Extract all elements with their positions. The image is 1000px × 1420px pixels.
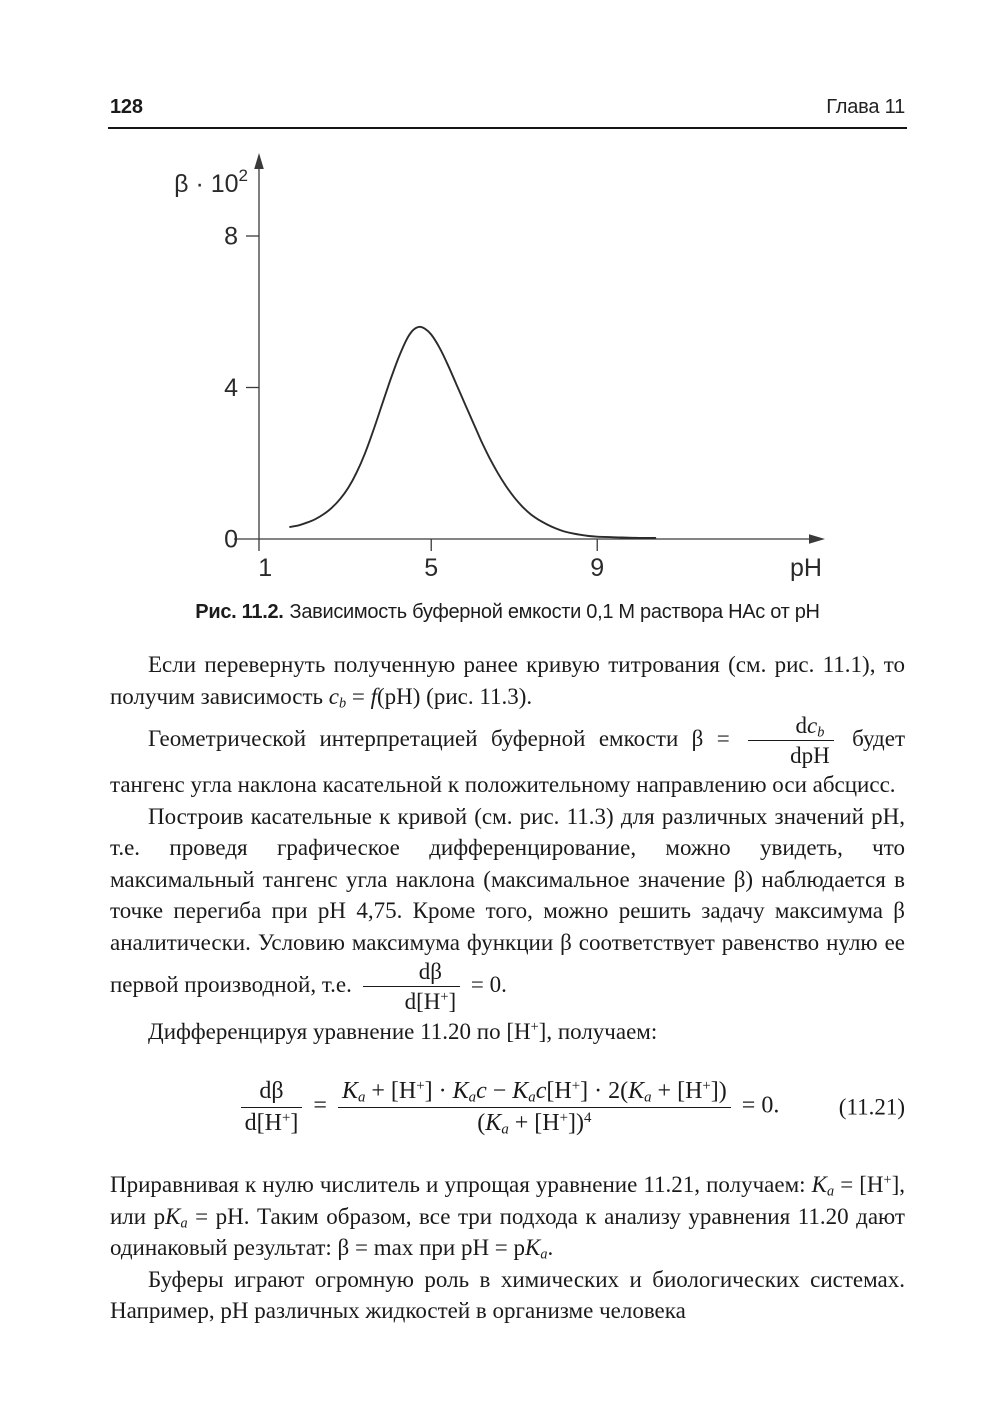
x-axis-arrow <box>809 534 825 544</box>
header-rule <box>108 127 907 129</box>
figure-caption-label: Рис. 11.2. <box>195 601 284 623</box>
page-number: 128 <box>110 96 143 118</box>
figure-11-2 <box>130 148 910 598</box>
figure-caption-text: Зависимость буферной емкости 0,1 М раствора НАс от рН <box>289 601 820 623</box>
paragraph-equating-zero: Приравнивая к нулю числитель и упрощая уравнение 11.21, получаем: Ka = [H+], или pKa = pH. Таким образом, все три подхода к анализу уравнения 11.20 дают одинаковый результат: β = max при pH = pKa. <box>110 1172 905 1263</box>
svg-text:0: 0 <box>224 525 238 554</box>
y-axis-label: $\beta \cdot 10^2$ <box>174 166 248 198</box>
chapter-title: Глава 11 <box>826 96 905 118</box>
svg-text:1: 1 <box>258 554 273 582</box>
svg-text:4: 4 <box>224 374 238 402</box>
y-axis-arrow <box>254 153 264 169</box>
svg-text:8: 8 <box>224 222 238 251</box>
x-axis-label: pH <box>790 554 822 582</box>
page-header <box>110 96 905 119</box>
tick-labels <box>224 223 604 583</box>
figure-caption <box>110 601 905 624</box>
tick-marks <box>246 236 597 551</box>
body-text <box>110 649 905 1327</box>
svg-text:5: 5 <box>424 554 439 582</box>
curve-path <box>290 327 655 538</box>
svg-text:9: 9 <box>590 554 605 582</box>
paragraph-buffers-role: Буферы играют огромную роль в химических и биологических системах. Например, pH различных жидкостей в организме человека <box>110 1266 905 1323</box>
paragraph-tangent-maximum: Построив касательные к кривой (см. рис. 11.3) для различных значений pH, т.е. проведя графическое дифференцирование, можно увидеть, что максимальный тангенс угла наклона (максимальное значение β) наблюдается в точке перегиба при pH 4,75. Кроме того, можно решить задачу максимума β аналитически. Условию максимума функции β соответствует равенство нулю ее первой производной, т.е. $\frac{d\beta}{d[H^+]}$ = 0. <box>110 803 905 1015</box>
equation-number: (11.21) <box>838 1094 905 1120</box>
buffer-capacity-chart <box>130 148 910 598</box>
paragraph-geometric-interpretation: Геометрической интерпретацией буферной емкости β = $\frac{\text{dcb}}{\text{dpH}}$ будет тангенс угла наклона касательной к положительному направлению оси абсцисс. <box>110 713 905 798</box>
paragraph-titration-curve: Если перевернуть полученную ранее кривую титрования (см. рис. 11.1), то получим зависимость cb = f(pH) (рис. 11.3). <box>110 652 905 712</box>
paragraph-differentiating: Дифференцируя уравнение 11.20 по [H+], получаем: <box>148 1018 658 1044</box>
equation-body: $\frac{d\beta}{d[H^+]}$ = $\frac{Ka + [H^+] \cdot Kac - Kac[H^+] \cdot 2(Ka + [H^+])}{(Ka + [H^+])^4}$ = 0. <box>236 1077 780 1137</box>
equation-11-21 <box>110 1055 905 1159</box>
